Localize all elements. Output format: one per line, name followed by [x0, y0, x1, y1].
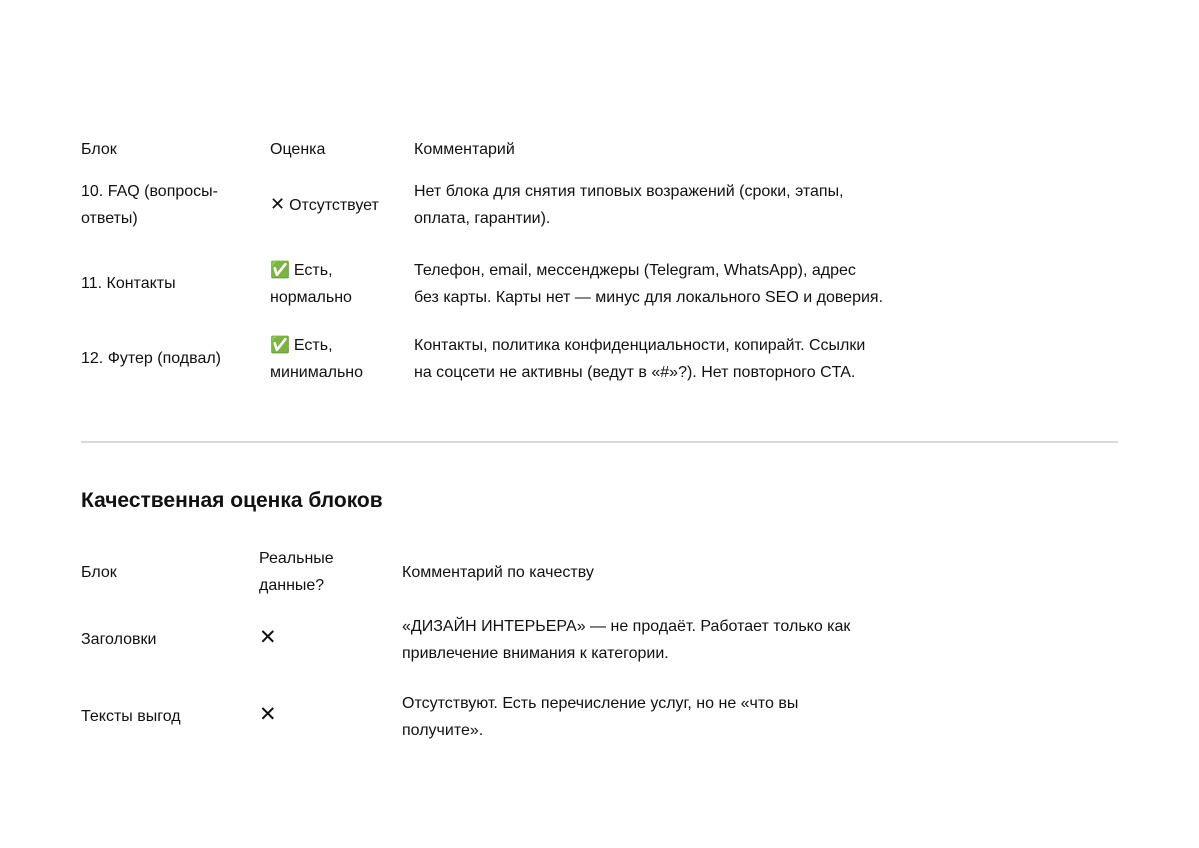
status-text: Есть,: [293, 262, 333, 279]
real-data-cell: [259, 600, 402, 679]
rating-cell: [270, 246, 414, 321]
comment-line: оплата, гарантии).: [414, 210, 551, 227]
comment-line: Отсутствуют. Есть перечисление услуг, но не «что вы: [402, 694, 799, 712]
cross-icon: ✕: [259, 625, 277, 649]
comment-line: Контакты, политика конфиденциальности, копирайт. Ссылки: [414, 336, 866, 354]
check-icon: ✅: [270, 335, 290, 354]
header-real-data-line: данные?: [259, 577, 325, 594]
status-text: нормально: [270, 289, 352, 306]
cross-icon: ✕: [270, 193, 286, 215]
cross-icon: ✕: [259, 702, 277, 726]
table-row: [81, 600, 862, 679]
block-cell: Тексты выгод: [81, 708, 181, 725]
table-row: [81, 246, 894, 321]
section-title: Качественная оценка блоков: [81, 489, 383, 512]
check-icon: ✅: [270, 260, 290, 279]
table-header-row: [81, 134, 894, 164]
header-comment: Комментарий: [414, 140, 515, 158]
rating-cell: [270, 164, 414, 246]
block-name-line: 10. FAQ (вопросы-: [81, 183, 218, 200]
real-data-cell: [259, 679, 402, 754]
blocks-evaluation-table: [81, 134, 894, 396]
quality-evaluation-table: [81, 544, 862, 754]
comment-line: на соцсети не активны (ведут в «#»?). Нет повторного CTA.: [414, 363, 856, 381]
header-block: Блок: [81, 563, 117, 581]
comment-cell: [414, 164, 894, 246]
comment-cell: [414, 321, 894, 396]
table-header-row: [81, 544, 862, 600]
comment-line: «ДИЗАЙН ИНТЕРЬЕРА» — не продаёт. Работает только как: [402, 617, 851, 635]
comment-line: привлечение внимания к категории.: [402, 644, 669, 662]
comment-line: Телефон, email, мессенджеры (Telegram, WhatsApp), адрес: [414, 261, 856, 279]
header-block: Блок: [81, 140, 117, 158]
header-real-data: [259, 544, 402, 600]
block-cell: 11. Контакты: [81, 275, 176, 292]
block-cell: [81, 164, 270, 246]
status-text: Есть,: [293, 337, 333, 354]
rating-cell: [270, 321, 414, 396]
comment-line: получите».: [402, 721, 484, 739]
comment-cell: [402, 600, 862, 679]
block-cell: 12. Футер (подвал): [81, 350, 221, 367]
comment-cell: [414, 246, 894, 321]
header-rating: Оценка: [270, 140, 326, 158]
header-quality-comment: Комментарий по качеству: [402, 563, 594, 581]
status-text: минимально: [270, 364, 364, 381]
table-row: [81, 164, 894, 246]
header-real-data-line: Реальные: [259, 550, 334, 567]
table-row: [81, 679, 862, 754]
status-text: Отсутствует: [289, 196, 379, 214]
comment-line: без карты. Карты нет — минус для локального SEO и доверия.: [414, 288, 884, 306]
comment-cell: [402, 679, 862, 754]
comment-line: Нет блока для снятия типовых возражений (сроки, этапы,: [414, 183, 844, 200]
block-cell: Заголовки: [81, 631, 157, 648]
section-divider: [81, 441, 1118, 443]
block-name-line: ответы): [81, 210, 138, 227]
table-row: [81, 321, 894, 396]
